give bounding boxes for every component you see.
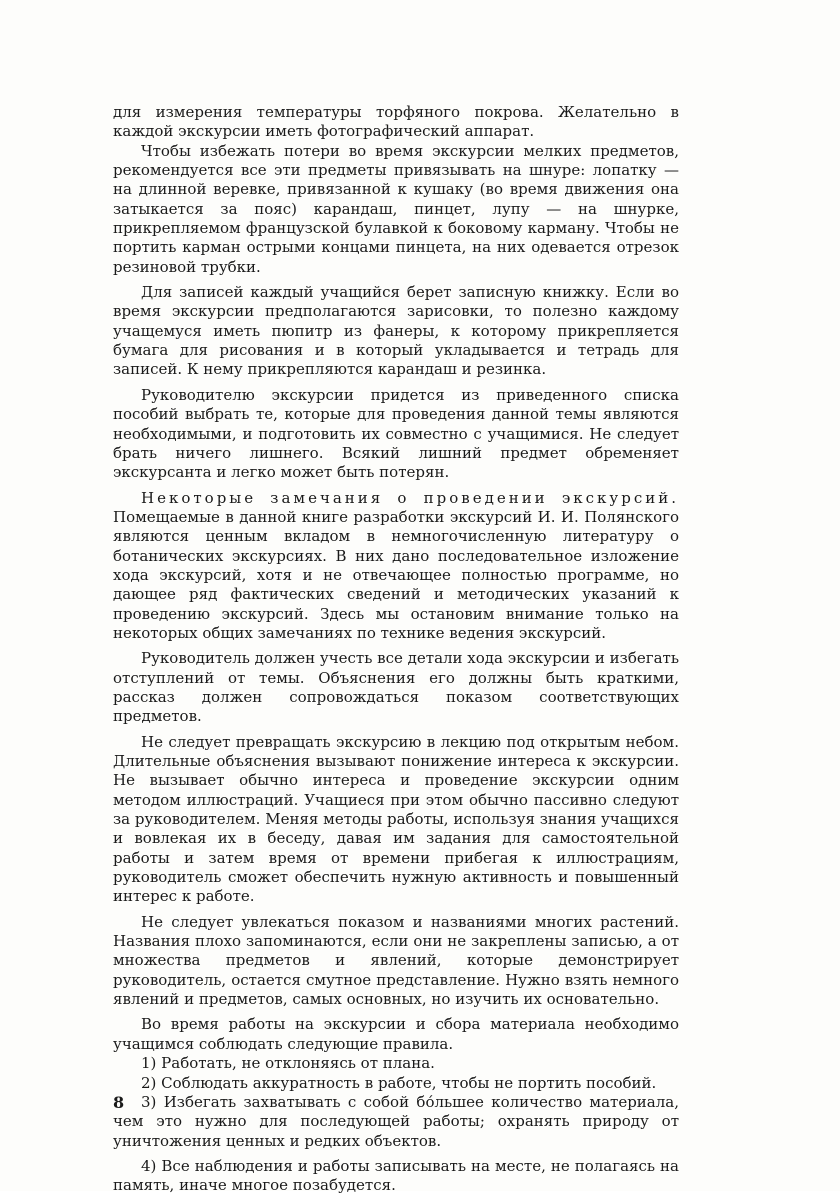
page-number: 8 (113, 1093, 125, 1112)
rule-item: 2) Соблюдать аккуратность в работе, чтобы не портить пособий. (141, 1073, 657, 1092)
paragraph-rules-intro: Во время работы на экскурсии и сбора материала необходимо учащимся соблюдать следующие правила. (113, 1015, 679, 1053)
paragraph-continuation: для измерения температуры торфяного покрова. Желательно в каждой экскурсии иметь фотографический аппарат. (113, 103, 679, 141)
rule-item: 4) Все наблюдения и работы записывать на месте, не полагаясь на память, иначе многое позабудется. (113, 1156, 679, 1195)
paragraph-no-lecture: Не следует превращать экскурсию в лекцию под открытым небом. Длительные объяснения вызывают понижение интереса к экскурсии. Не вызывает обычно интереса и проведение экскурсии одним методом иллюстраций. Учащиеся при этом обычно пассивно следуют за руководителем. Меняя методы работы, используя знания учащихся и вовлекая их в беседу, давая им задания для самостоятельной работы и затем время от времени прибегая к иллюстрациям, руководитель сможет обеспечить нужную активность и повышенный интерес к работе. (113, 732, 680, 906)
section-heading: Некоторые замечания о проведении экскурсий. (141, 488, 679, 507)
paragraph-notebook: Для записей каждый учащийся берет записную книжку. Если во время экскурсии предполагаются зарисовки, то полезно каждому учащемуся иметь пюпитр из фанеры, к которому прикрепляется бумага для рисования и в который укладывается и тетрадь для записей. К нему прикрепляются карандаш и резинка. (113, 283, 679, 379)
paragraph-leader-aids: Руководителю экскурсии придется из приведенного списка пособий выбрать те, которые для проведения данной темы являются необходимыми, и подготовить их совместно с учащимися. Не следует брать ничего лишнего. Всякий лишний предмет обременяет экскурсанта и легко может быть потерян. (113, 385, 679, 482)
paragraph-remarks (113, 489, 679, 644)
rule-item: 3) Избегать захватывать с собой бо́льшее количество материала, чем это нужно для последующей работы; охранять природу от уничтожения ценных и редких объектов. (113, 1092, 679, 1150)
paragraph-plant-names: Не следует увлекаться показом и названиями многих растений. Названия плохо запоминаются, если они не закреплены записью, а от множества предметов и явлений, которые демонстрирует руководитель, остается смутное представление. Нужно взять немного явлений и предметов, самых основных, но изучить их основательно. (113, 912, 679, 1009)
rule-item: 1) Работать, не отклоняясь от плана. (141, 1054, 435, 1073)
body-text (113, 103, 679, 1196)
paragraph-details: Руководитель должен учесть все детали хода экскурсии и избегать отступлений от темы. Объяснения его должны быть краткими, рассказ должен сопровождаться показом соответствующих предметов. (113, 649, 680, 726)
paragraph-small-items: Чтобы избежать потери во время экскурсии мелких предметов, рекомендуется все эти предметы привязывать на шнуре: лопатку — на длинной веревке, привязанной к кушаку (во время движения она затыкается за пояс) карандаш, пинцет, лупу — на шнурке, прикрепляемом французской булавкой к боковому карману. Чтобы не портить карман острыми концами пинцета, на них одевается отрезок резиновой трубки. (113, 141, 679, 276)
section-paragraph-text: Помещаемые в данной книге разработки экскурсий И. И. Полянского являются ценным вкладом в немногочисленную литературу о ботанических экскурсиях. В них дано последовательное изложение хода экскурсий, хотя и не отвечающее полностью программе, но дающее ряд фактических сведений и методических указаний к проведению экскурсий. Здесь мы остановим внимание только на некоторых общих замечаниях по технике ведения экскурсий. (113, 507, 679, 642)
